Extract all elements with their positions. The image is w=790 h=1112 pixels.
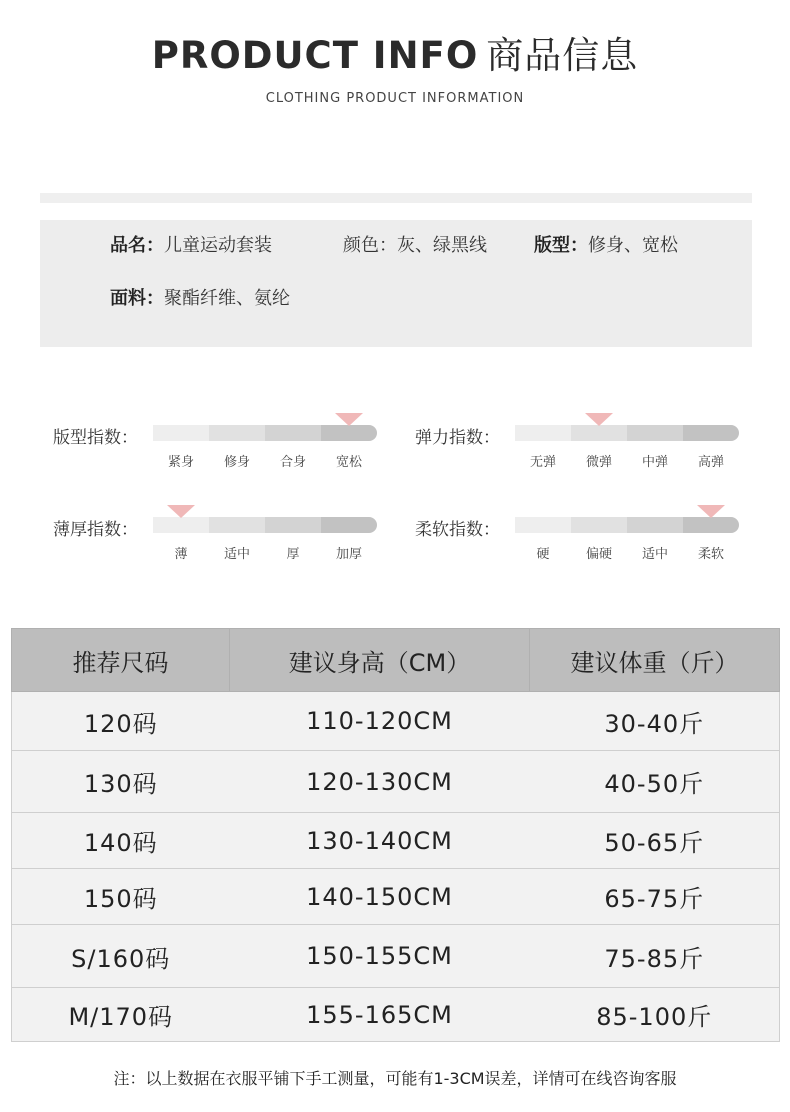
tick-label: 合身 <box>279 455 306 470</box>
size-cell: 120码 <box>12 692 230 751</box>
height-cell: 140-150CM <box>230 869 530 925</box>
info-color <box>343 231 487 257</box>
measurement-note: 注：以上数据在衣服平铺下手工测量，可能有1-3CM误差，详情可在线咨询客服 <box>113 1069 677 1088</box>
table-row <box>12 813 780 869</box>
info-fit-label: 版型： <box>534 235 588 256</box>
scale-marker-elasticity <box>585 413 613 426</box>
weight-cell: 85-100斤 <box>530 988 780 1042</box>
info-fabric-label: 面料： <box>110 288 164 309</box>
info-fabric <box>110 284 290 310</box>
page-subtitle: CLOTHING PRODUCT INFORMATION <box>265 91 525 106</box>
scale-ticks-thickness <box>153 543 377 562</box>
scale-track-elasticity <box>515 425 739 441</box>
info-fit <box>534 231 678 257</box>
size-cell: 130码 <box>12 751 230 813</box>
table-header-row <box>12 629 780 692</box>
info-color-value: 灰、绿黑线 <box>397 235 487 256</box>
tick-label: 紧身 <box>167 455 194 470</box>
scale-track-softness <box>515 517 739 533</box>
height-cell: 120-130CM <box>230 751 530 813</box>
column-header: 建议体重（斤） <box>530 629 780 692</box>
info-fabric-value: 聚酯纤维、氨纶 <box>164 288 290 309</box>
scale-marker-fit <box>335 413 363 426</box>
product-info-box <box>40 220 752 347</box>
tick-label: 柔软 <box>697 547 724 562</box>
weight-cell: 30-40斤 <box>530 692 780 751</box>
tick-label: 厚 <box>286 547 300 562</box>
tick-label: 中弹 <box>641 455 668 470</box>
weight-cell: 75-85斤 <box>530 925 780 988</box>
size-cell: S/160码 <box>12 925 230 988</box>
scale-marker-softness <box>697 505 725 518</box>
info-color-label: 颜色： <box>343 235 397 256</box>
tick-label: 适中 <box>223 547 250 562</box>
scale-ticks-softness <box>515 543 739 562</box>
height-cell: 150-155CM <box>230 925 530 988</box>
weight-cell: 50-65斤 <box>530 813 780 869</box>
table-row <box>12 692 780 751</box>
size-cell: M/170码 <box>12 988 230 1042</box>
height-cell: 155-165CM <box>230 988 530 1042</box>
table-row <box>12 751 780 813</box>
title-en: PRODUCT INFO <box>151 34 479 77</box>
height-cell: 110-120CM <box>230 692 530 751</box>
tick-label: 适中 <box>641 547 668 562</box>
scale-ticks-elasticity <box>515 451 739 470</box>
info-name-value: 儿童运动套装 <box>164 235 272 256</box>
tick-label: 修身 <box>223 455 250 470</box>
scale-marker-thickness <box>167 505 195 518</box>
tick-label: 加厚 <box>335 547 362 562</box>
size-cell: 150码 <box>12 869 230 925</box>
page-title <box>0 34 790 78</box>
tick-label: 高弹 <box>697 455 724 470</box>
tick-label: 硬 <box>536 547 550 562</box>
title-cn: 商品信息 <box>486 34 639 77</box>
table-row <box>12 869 780 925</box>
scale-label-thickness: 薄厚指数： <box>53 520 138 540</box>
column-header: 建议身高（CM） <box>230 629 530 692</box>
column-header: 推荐尺码 <box>12 629 230 692</box>
weight-cell: 65-75斤 <box>530 869 780 925</box>
tick-label: 无弹 <box>529 455 556 470</box>
tick-label: 微弹 <box>585 455 612 470</box>
scale-label-softness: 柔软指数： <box>415 520 500 540</box>
divider-bar <box>40 193 752 203</box>
info-fit-value: 修身、宽松 <box>588 235 678 256</box>
tick-label: 宽松 <box>335 455 362 470</box>
size-table <box>11 628 780 1042</box>
scale-ticks-fit <box>153 451 377 470</box>
scale-track-thickness <box>153 517 377 533</box>
scale-label-elasticity: 弹力指数： <box>415 428 500 448</box>
table-row <box>12 988 780 1042</box>
info-name <box>110 231 272 257</box>
scale-track-fit <box>153 425 377 441</box>
height-cell: 130-140CM <box>230 813 530 869</box>
tick-label: 偏硬 <box>585 547 612 562</box>
scale-label-fit: 版型指数： <box>53 428 138 448</box>
tick-label: 薄 <box>174 547 188 562</box>
size-cell: 140码 <box>12 813 230 869</box>
weight-cell: 40-50斤 <box>530 751 780 813</box>
info-name-label: 品名： <box>110 235 164 256</box>
table-row <box>12 925 780 988</box>
